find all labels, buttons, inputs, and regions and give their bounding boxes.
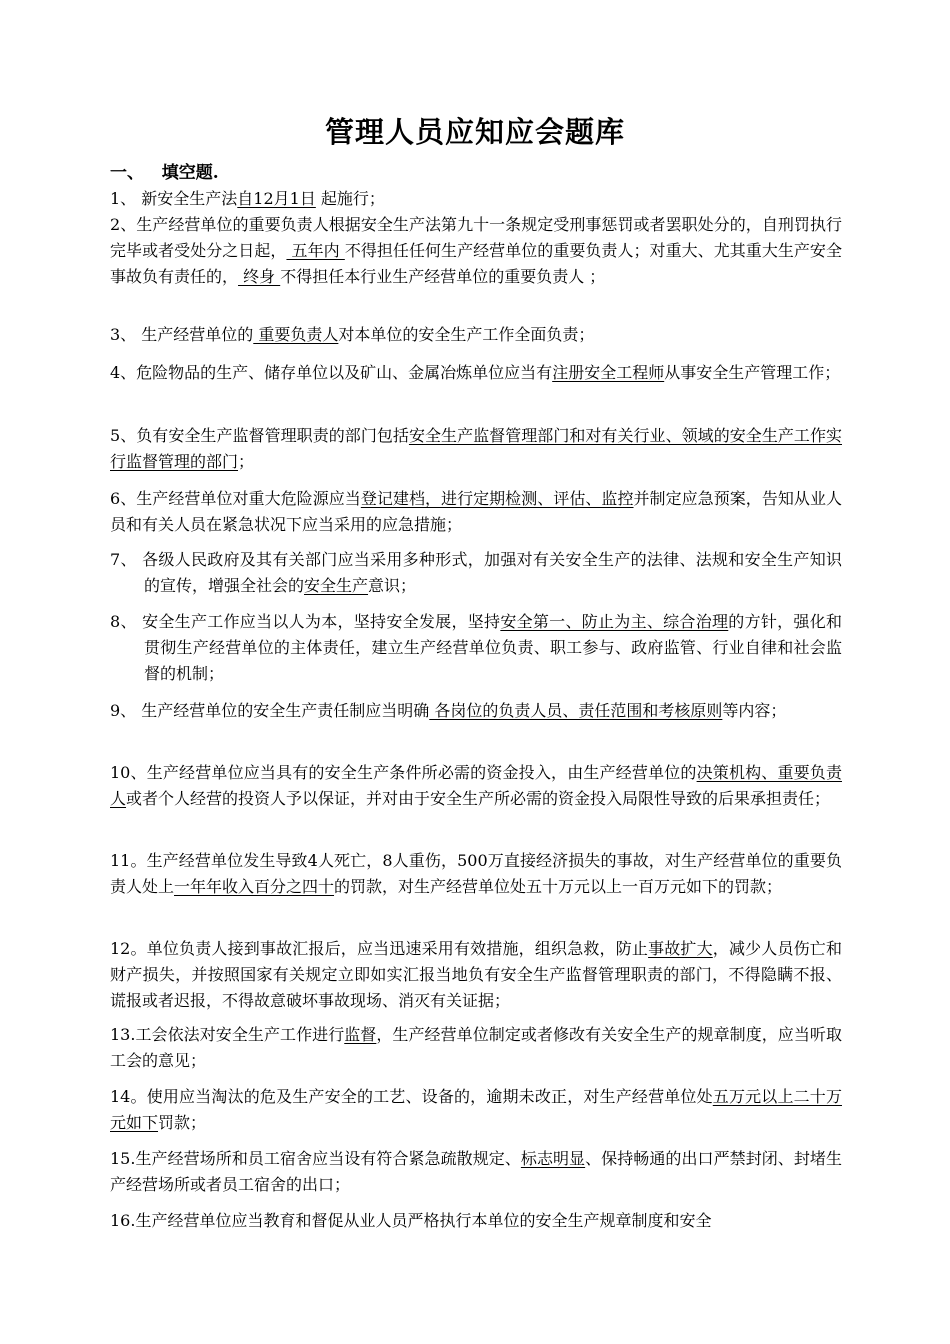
question-text: 不得担任任何生产经营单位的重要负责人；对重大、尤其重大生产安全事故负有责任的，: [110, 241, 842, 286]
answer-blank: 决策机构、重要负责人: [110, 763, 842, 808]
question-text: 3、 生产经营单位的: [110, 325, 254, 344]
question-text: 、保持畅通的出口严禁封闭、封堵生产经营场所或者员工宿舍的出口；: [110, 1149, 842, 1194]
answer-blank: 监督: [344, 1025, 377, 1044]
question-text: 起施行；: [315, 189, 385, 208]
answer-blank: 安全生产: [304, 576, 369, 595]
question-text: ，减少人员伤亡和财产损失，并按照国家有关规定立即如实汇报当地负有安全生产监督管理职责的部门，不得隐瞒不报、谎报或者迟报，不得故意破坏事故现场、消灭有关证据；: [110, 939, 842, 1010]
question-text: 对本单位的安全生产工作全面负责；: [338, 325, 595, 344]
question-text: 不得担任本行业生产经营单位的重要负责人 ；: [280, 267, 606, 286]
question-text: ；: [238, 452, 255, 471]
question-text: 1、 新安全生产法: [110, 189, 238, 208]
question-item-10: [110, 760, 842, 812]
question-text: 8、 安全生产工作应当以人为本，坚持安全发展，坚持: [110, 612, 501, 631]
answer-blank: 登记建档，进行定期检测、评估、监控: [360, 489, 634, 508]
question-item-13: [110, 1022, 842, 1074]
question-item-3: [110, 322, 842, 348]
answer-blank: 标志明显: [520, 1149, 586, 1168]
question-item-5: [110, 423, 842, 475]
answer-blank: 安全第一、防止为主、综合治理: [500, 612, 729, 631]
question-item-12: [110, 936, 842, 1014]
answer-blank: 各岗位的负责人员、责任范围和考核原则: [429, 701, 723, 720]
answer-blank: 自12月1日: [237, 189, 316, 208]
question-item-9: [110, 698, 842, 724]
question-text: ，生产经营单位制定或者修改有关安全生产的规章制度，应当听取工会的意见；: [110, 1025, 842, 1070]
question-text: 意识；: [368, 576, 417, 595]
question-text: 4、危险物品的生产、储存单位以及矿山、金属冶炼单位应当有: [110, 363, 553, 382]
question-item-14: [110, 1084, 842, 1136]
section-heading: 一、 填空题.: [110, 163, 219, 183]
question-text: 16.生产经营单位应当教育和督促从业人员严格执行本单位的安全生产规章制度和安全: [110, 1211, 712, 1230]
question-text: 从事安全生产管理工作；: [664, 363, 841, 382]
answer-blank: 重要负责人: [253, 325, 339, 344]
question-text: 等内容；: [722, 701, 787, 720]
question-text: 13.工会依法对安全生产工作进行: [110, 1025, 345, 1044]
question-text: 2、生产经营单位的重要负责人根据安全生产法第九十一条规定受刑事惩罚或者罢职处分的，自刑罚执行完毕或者受处分之日起，: [110, 215, 842, 260]
answer-blank: 五年内: [286, 241, 345, 260]
question-text: 15.生产经营场所和员工宿舍应当设有符合紧急疏散规定、: [110, 1149, 521, 1168]
question-text: 12。单位负责人接到事故汇报后，应当迅速采用有效措施，组织急救，防止: [110, 939, 649, 958]
answer-blank: 注册安全工程师: [552, 363, 665, 382]
page-title: 管理人员应知应会题库: [324, 115, 625, 149]
question-text: 5、负有安全生产监督管理职责的部门包括: [110, 426, 409, 445]
answer-blank: 事故扩大: [648, 939, 713, 958]
question-text: 罚款；: [158, 1113, 207, 1132]
question-item-1: [110, 186, 842, 212]
question-text: 或者个人经营的投资人予以保证，并对由于安全生产所必需的资金投入局限性导致的后果承担责任；: [126, 789, 831, 808]
question-text: 7、 各级人民政府及其有关部门应当采用多种形式，加强对有关安全生产的法律、法规和安全生产知识的宣传，增强全社会的: [110, 550, 842, 595]
question-text: 10、生产经营单位应当具有的安全生产条件所必需的资金投入，由生产经营单位的: [110, 763, 697, 782]
question-text: 的方针，强化和贯彻生产经营单位的主体责任，建立生产经营单位负责、职工参与、政府监管、行业自律和社会监督的机制；: [144, 612, 842, 683]
question-item-7: [110, 547, 842, 599]
answer-blank: 安全生产监督管理部门和对有关行业、领域的安全生产工作实行监督管理的部门: [110, 426, 842, 471]
question-item-6: [110, 486, 842, 538]
question-item-15: [110, 1146, 842, 1198]
answer-blank: 五万元以上二十万元如下: [110, 1087, 842, 1132]
question-text: 并制定应急预案，告知从业人员和有关人员在紧急状况下应当采用的应急措施；: [110, 489, 842, 534]
answer-blank: 终身: [238, 267, 281, 286]
question-item-8: [110, 609, 842, 687]
question-item-16: [110, 1208, 842, 1234]
question-text: 9、 生产经营单位的安全生产责任制应当明确: [110, 701, 430, 720]
question-text: 14。使用应当淘汰的危及生产安全的工艺、设备的，逾期未改正，对生产经营单位处: [110, 1087, 713, 1106]
answer-blank: 一年年收入百分之四十: [174, 877, 335, 896]
question-text: 6、生产经营单位对重大危险源应当: [110, 489, 361, 508]
question-item-2: [110, 212, 842, 290]
question-text: 11。生产经营单位发生导致4人死亡，8人重伤，500万直接经济损失的事故，对生产经营单位的重要负责人处上: [110, 851, 842, 896]
question-item-4: [110, 360, 842, 386]
question-item-11: [110, 848, 842, 900]
question-text: 的罚款，对生产经营单位处五十万元以上一百万元如下的罚款；: [334, 877, 783, 896]
